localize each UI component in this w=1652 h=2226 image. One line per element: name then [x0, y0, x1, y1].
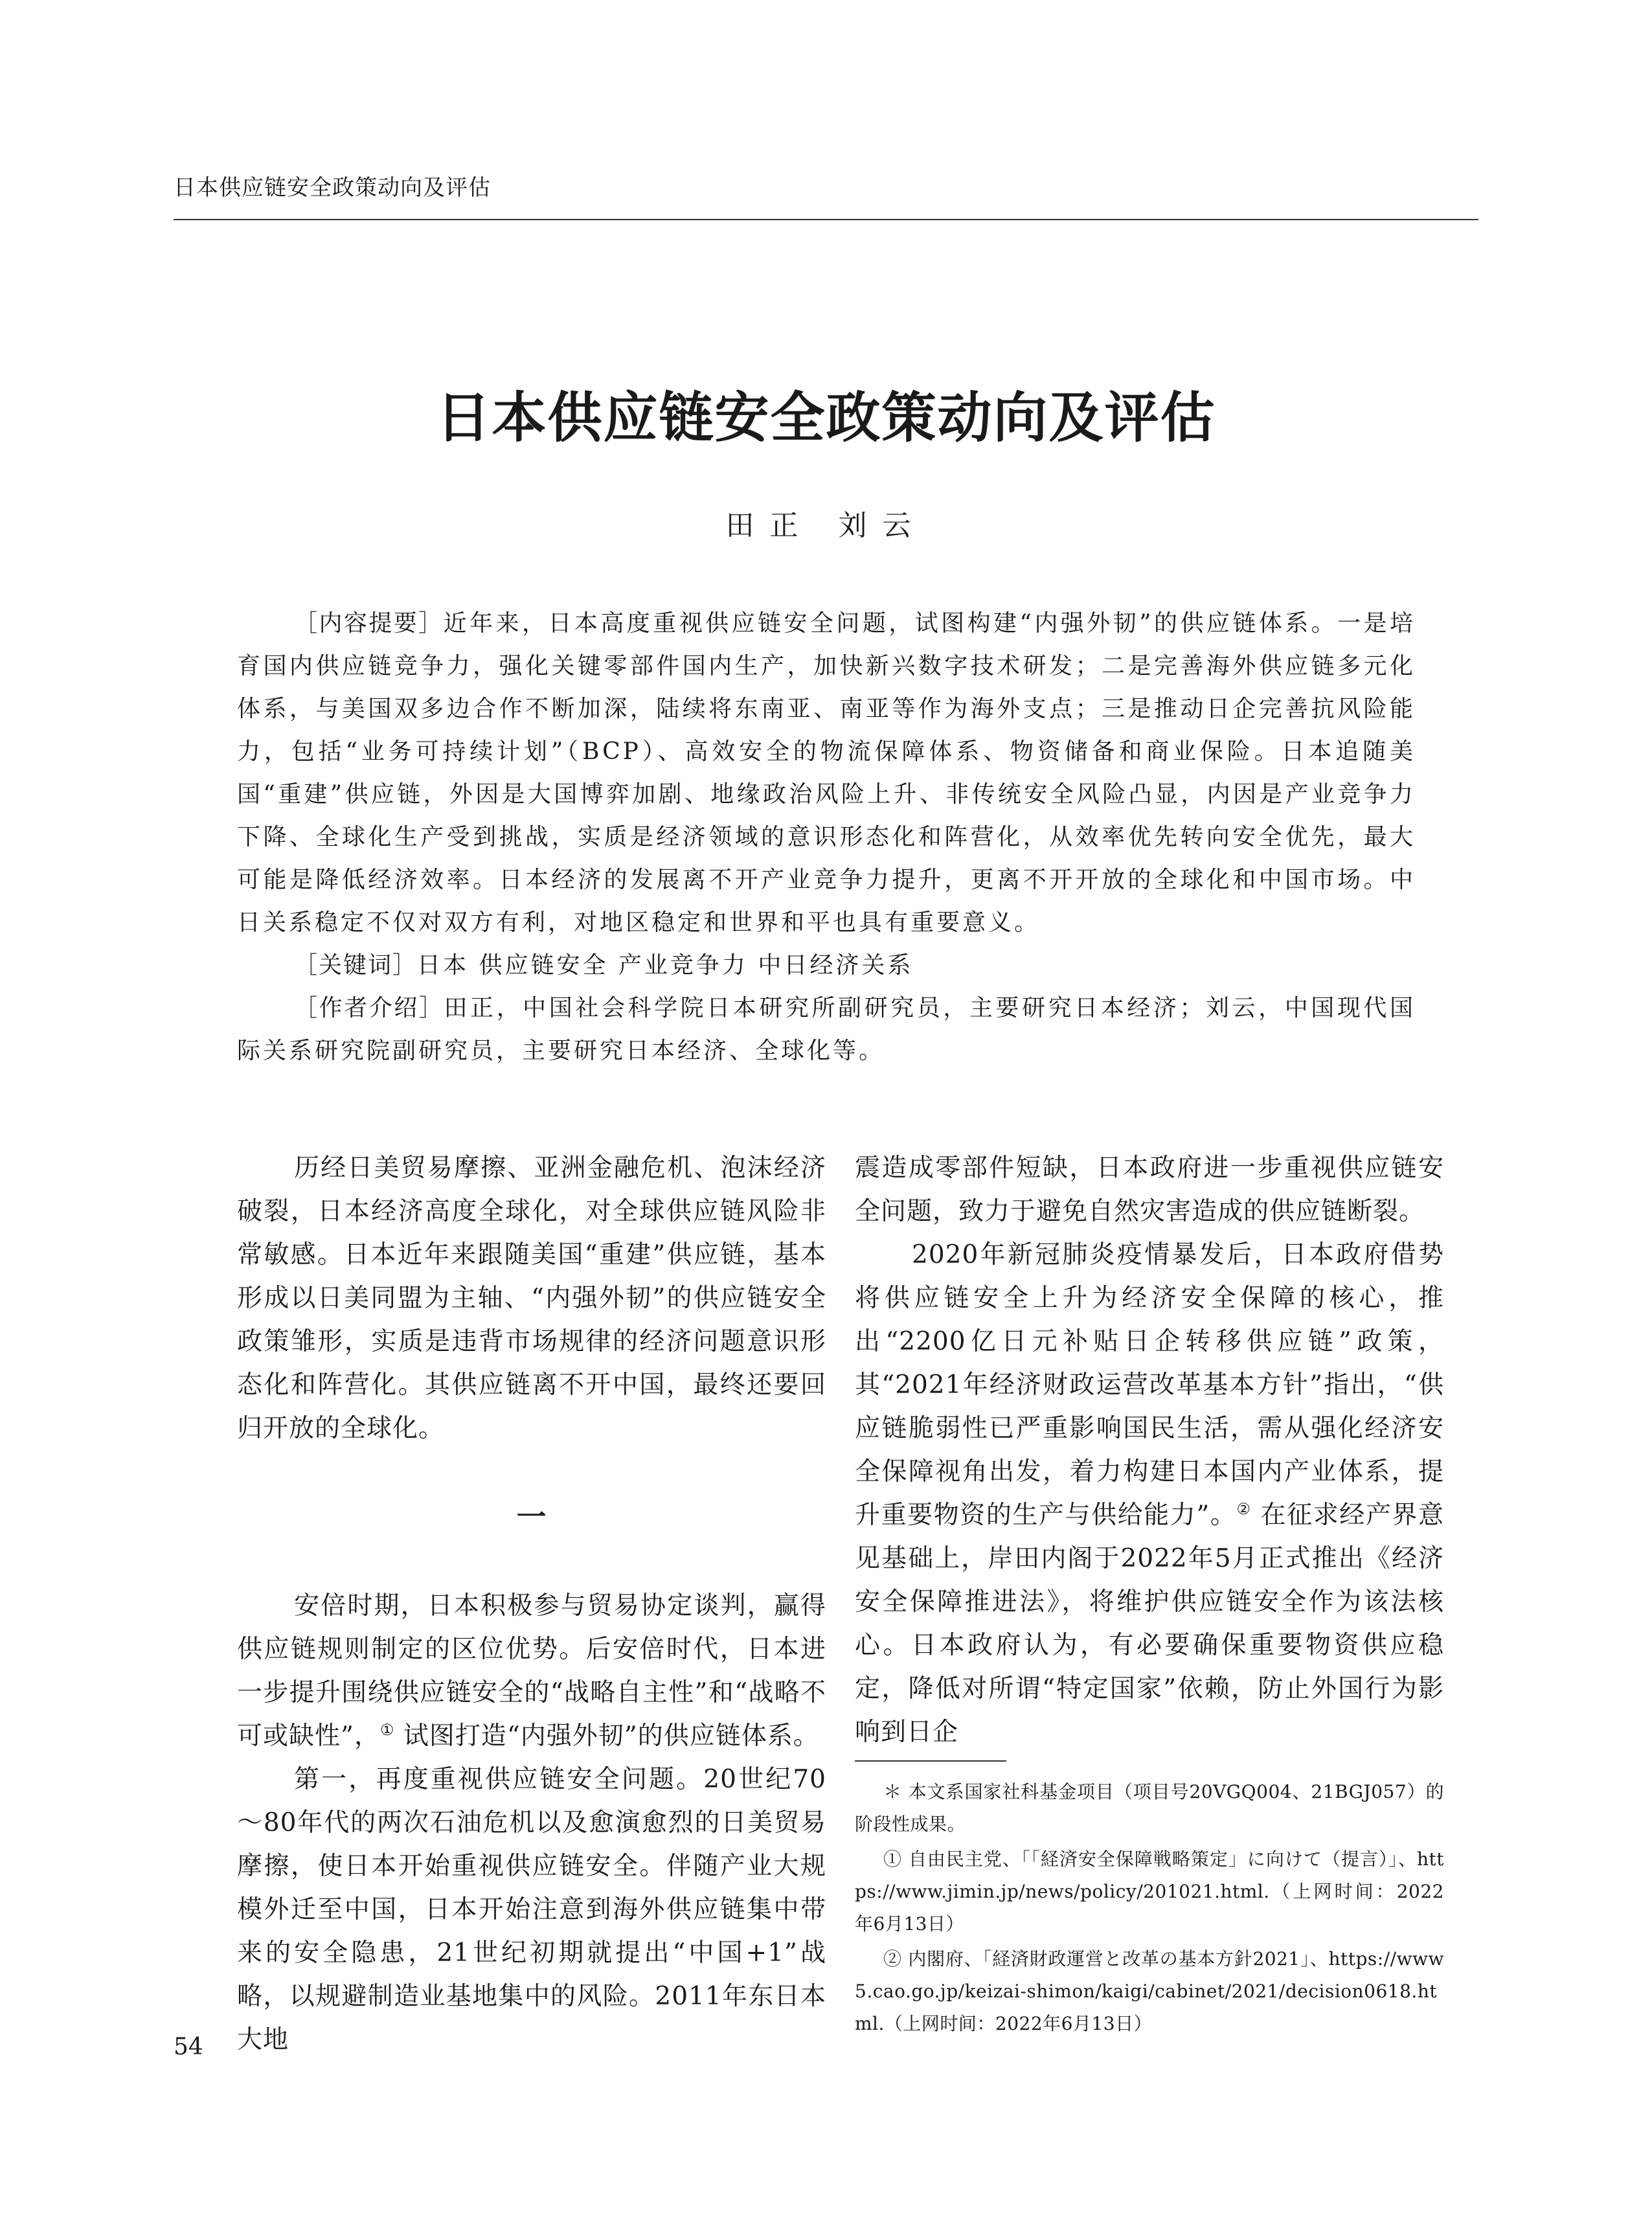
footnote-2: ② 内閣府、「経済財政運営と改革の基本方針2021」、https://www5.cao.go.jp/keizai-shimon/kaigi/cabinet/2021/decision0618.html.（上网时间：2022年6月13日）	[855, 1948, 1444, 2034]
abstract-label: ［内容提要］	[294, 610, 444, 637]
body-text: 2020年新冠肺炎疫情暴发后，日本政府借势将供应链安全上升为经济安全保障的核心，推出“2200亿日元补贴日企转移供应链”政策，其“2021年经济财政运营改革基本方针”指出，“供应链脆弱性已严重影响国民生活，需从强化经济安全保障视角出发，着力构建日本国内产业体系，提升重要物资的生产与供给能力”。	[855, 1240, 1444, 1530]
keywords-label: ［关键词］	[294, 952, 418, 979]
footnote-rule	[855, 1760, 1006, 1762]
section-heading: 一	[516, 1499, 547, 1534]
article-title: 日本供应链安全政策动向及评估	[436, 386, 1216, 449]
footnote-marker[interactable]: ②	[1236, 1500, 1252, 1518]
header-rule	[174, 219, 1478, 220]
right-column	[855, 1146, 1444, 2043]
running-head: 日本供应链安全政策动向及评估	[174, 175, 491, 201]
keywords-paragraph	[237, 944, 1416, 987]
body-paragraph	[855, 1233, 1444, 1754]
body-paragraph	[237, 1584, 826, 1758]
author-intro-text: 田正，中国社会科学院日本研究所副研究员，主要研究日本经济；刘云，中国现代国际关系研究院副研究员，主要研究日本经济、全球化等。	[237, 995, 1416, 1064]
abstract-block	[237, 602, 1416, 1073]
abstract-paragraph	[237, 602, 1416, 944]
footnote-1: ① 自由民主党、「「経済安全保障戦略策定」に向けて（提言）」、https://www.jimin.jp/news/policy/201021.html.（上网时间：2022年6月13日）	[855, 1848, 1444, 1935]
footnotes	[855, 1776, 1444, 2040]
body-paragraph: 第一，再度重视供应链安全问题。20世纪70～80年代的两次石油危机以及愈演愈烈的日美贸易摩擦，使日本开始重视供应链安全。伴随产业大规模外迁至中国，日本开始注意到海外供应链集中带来的安全隐患，21世纪初期就提出“中国+1”战略，以规避制造业基地集中的风险。2011年东日本大地	[237, 1765, 826, 2054]
abstract-text: 近年来，日本高度重视供应链安全问题，试图构建“内强外韧”的供应链体系。一是培育国内供应链竞争力，强化关键零部件国内生产，加快新兴数字技术研发；二是完善海外供应链多元化体系，与美国双多边合作不断加深，陆续将东南亚、南亚等作为海外支点；三是推动日企完善抗风险能力，包括“业务可持续计划”（BCP）、高效安全的物流保障体系、物资储备和商业保险。日本追随美国“重建”供应链，外因是大国博弈加剧、地缘政治风险上升、非传统安全风险凸显，内因是产业竞争力下降、全球化生产受到挑战，实质是经济领域的意识形态化和阵营化，从效率优先转向安全优先，最大可能是降低经济效率。日本经济的发展离不开产业竞争力提升，更离不开开放的全球化和中国市场。中日关系稳定不仅对双方有利，对地区稳定和世界和平也具有重要意义。	[237, 610, 1416, 936]
left-column	[237, 1146, 826, 2061]
keywords-text: 日本 供应链安全 产业竞争力 中日经济关系	[417, 952, 914, 979]
footnote-marker[interactable]: ①	[379, 1721, 395, 1739]
author-line: 田正 刘云	[725, 509, 927, 542]
body-text: 在征求经产界意见基础上，岸田内阁于2022年5月正式推出《经济安全保障推进法》，将维护供应链安全作为该法核心。日本政府认为，有必要确保重要物资供应稳定，降低对所谓“特定国家”依赖，防止外国行为影响到日企	[855, 1501, 1444, 1747]
author-intro-label: ［作者介绍］	[294, 995, 444, 1021]
author-intro-paragraph	[237, 987, 1416, 1073]
body-paragraph-continued: 震造成零部件短缺，日本政府进一步重视供应链安全问题，致力于避免自然灾害造成的供应链断裂。	[855, 1153, 1444, 1226]
intro-paragraph: 历经日美贸易摩擦、亚洲金融危机、泡沫经济破裂，日本经济高度全球化，对全球供应链风险非常敏感。日本近年来跟随美国“重建”供应链，基本形成以日美同盟为主轴、“内强外韧”的供应链安全政策雏形，实质是违背市场规律的经济问题意识形态化和阵营化。其供应链离不开中国，最终还要回归开放的全球化。	[237, 1153, 826, 1443]
body-text: 安倍时期，日本积极参与贸易协定谈判，赢得供应链规则制定的区位优势。后安倍时代，日本进一步提升围绕供应链安全的“战略自主性”和“战略不可或缺性”，	[237, 1591, 826, 1751]
footnote-funding: ＊ 本文系国家社科基金项目（项目号20VGQ004、21BGJ057）的阶段性成果。	[855, 1781, 1444, 1835]
page-number: 54	[174, 2034, 203, 2060]
body-text: 试图打造“内强外韧”的供应链体系。	[394, 1721, 819, 1751]
